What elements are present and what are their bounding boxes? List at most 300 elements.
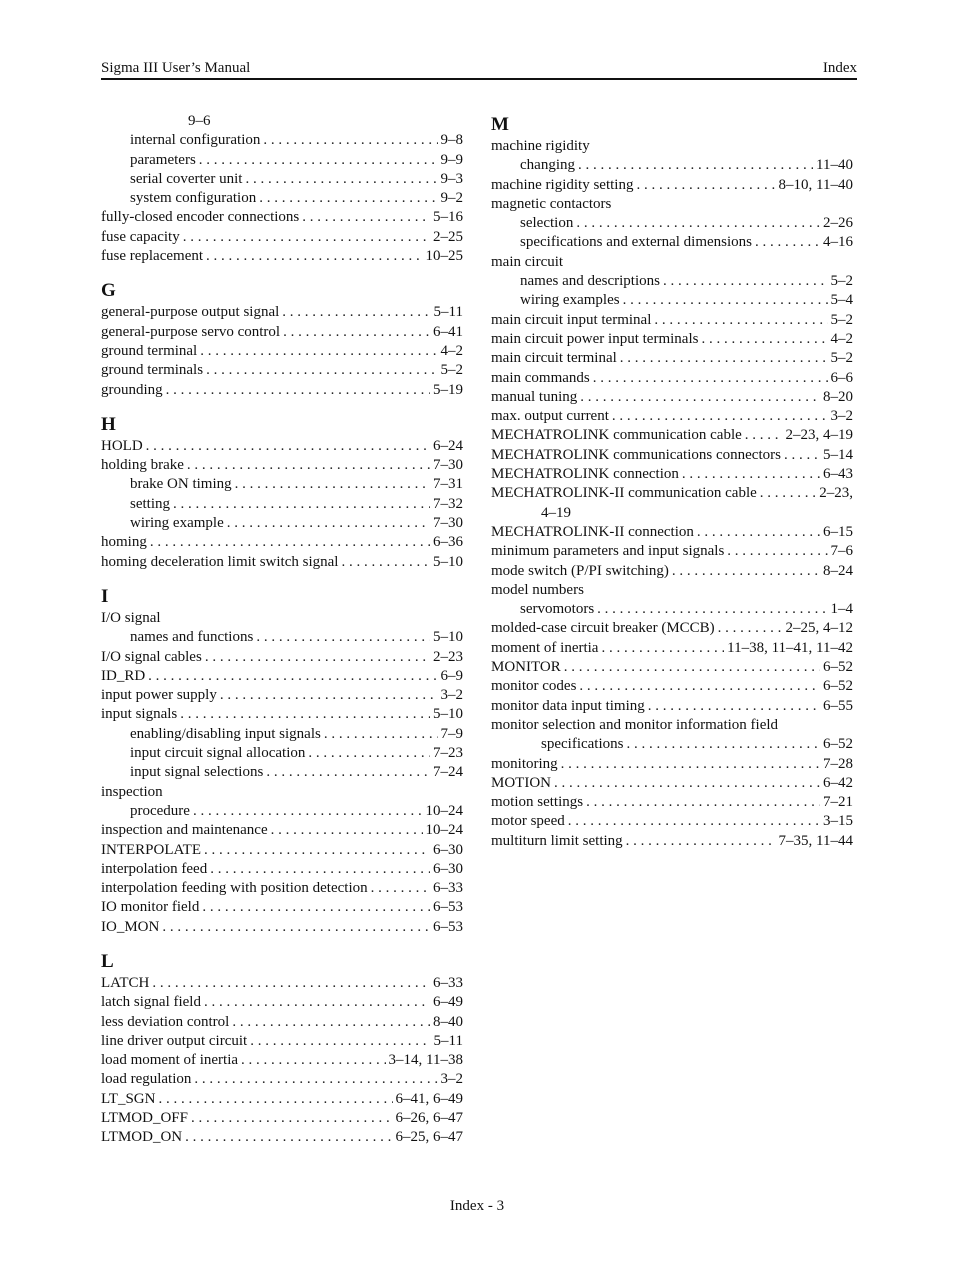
index-entry <box>491 311 853 330</box>
dot-leader <box>568 812 820 831</box>
dot-leader <box>580 388 820 407</box>
index-term: fully-closed encoder connections <box>101 209 300 226</box>
dot-leader <box>324 725 438 744</box>
page-reference: 6–33 <box>433 880 463 897</box>
dot-leader <box>718 619 783 638</box>
index-entry <box>491 812 853 831</box>
dot-leader <box>180 705 430 724</box>
index-term: monitor data input timing <box>491 697 645 714</box>
dot-leader <box>235 475 430 494</box>
index-entry <box>101 860 463 879</box>
dot-leader <box>204 841 430 860</box>
page-reference: 7–6 <box>830 543 853 560</box>
page-reference: 6–26, 6–47 <box>395 1110 463 1127</box>
dot-leader <box>579 677 820 696</box>
dot-leader <box>745 426 783 445</box>
section-letter: G <box>101 280 116 302</box>
dot-leader <box>220 686 438 705</box>
page-reference: 10–24 <box>425 802 463 819</box>
index-subentry <box>491 600 853 619</box>
index-term: wiring examples <box>520 292 620 309</box>
page-reference: 3–2 <box>440 1071 463 1088</box>
index-term: MONITOR <box>491 659 561 676</box>
index-entry <box>101 342 463 361</box>
dot-leader <box>185 1128 392 1147</box>
index-term: fuse replacement <box>101 248 204 265</box>
index-entry <box>101 821 463 840</box>
index-entry <box>101 898 463 917</box>
index-entry <box>491 407 853 426</box>
index-subentry <box>491 272 853 291</box>
header-rule <box>101 78 857 80</box>
index-entry <box>101 1070 463 1089</box>
index-term: ground terminals <box>101 362 204 379</box>
index-subentry <box>101 189 463 208</box>
index-term: specifications and external dimensions <box>520 234 753 251</box>
dot-leader <box>755 233 820 252</box>
index-term: INTERPOLATE <box>101 841 201 858</box>
page-reference: 3–2 <box>830 408 853 425</box>
index-entry <box>491 349 853 368</box>
index-term: serial coverter unit <box>130 170 243 187</box>
page-reference: 6–30 <box>433 841 463 858</box>
page-reference: 6–53 <box>433 899 463 916</box>
index-entry <box>101 1090 463 1109</box>
page-reference: 6–41 <box>433 323 463 340</box>
index-term: max. output current <box>491 408 609 425</box>
dot-leader <box>259 189 437 208</box>
page-reference: 2–25, 4–12 <box>785 620 853 637</box>
dot-leader <box>682 465 820 484</box>
index-term: general-purpose servo control <box>101 323 281 340</box>
dot-leader <box>586 793 820 812</box>
index-entry <box>101 918 463 937</box>
index-entry <box>101 974 463 993</box>
dot-leader <box>760 484 816 503</box>
index-entry <box>101 648 463 667</box>
dot-leader <box>626 832 776 851</box>
page-reference: 3–15 <box>823 813 853 830</box>
dot-leader <box>308 744 430 763</box>
dot-leader <box>561 755 820 774</box>
page-reference: 10–24 <box>425 822 463 839</box>
index-heading: machine rigidity <box>491 138 590 154</box>
dot-leader <box>302 208 430 227</box>
page-reference: 8–24 <box>823 562 853 579</box>
index-entry <box>101 667 463 686</box>
dot-leader <box>200 342 437 361</box>
index-term: IO_MON <box>101 918 160 935</box>
dot-leader <box>199 151 438 170</box>
page-reference: 6–52 <box>823 736 853 753</box>
index-term: mode switch (P/PI switching) <box>491 562 669 579</box>
index-term: minimum parameters and input signals <box>491 543 725 560</box>
page-reference: 5–10 <box>433 706 463 723</box>
index-term: input signals <box>101 706 178 723</box>
dot-leader <box>150 533 430 552</box>
index-term: grounding <box>101 381 163 398</box>
index-entry <box>491 484 853 503</box>
page-reference: 7–35, 11–44 <box>778 832 853 849</box>
index-term: internal configuration <box>130 132 261 149</box>
index-term: setting <box>130 495 170 512</box>
index-entry <box>101 456 463 475</box>
page-reference: 2–23, 4–19 <box>785 427 853 444</box>
index-subentry <box>491 291 853 310</box>
dot-leader <box>263 131 437 150</box>
page-reference: 9–9 <box>440 151 463 168</box>
page-reference: 5–16 <box>433 209 463 226</box>
index-entry <box>101 1109 463 1128</box>
index-term: interpolation feeding with position detection <box>101 880 368 897</box>
page-reference: 6–36 <box>433 534 463 551</box>
dot-leader <box>202 898 430 917</box>
dot-leader <box>371 879 430 898</box>
index-entry <box>101 879 463 898</box>
dot-leader <box>204 993 430 1012</box>
index-entry <box>491 388 853 407</box>
index-entry <box>101 323 463 342</box>
index-term: main commands <box>491 369 590 386</box>
index-heading: 4–19 <box>541 504 571 521</box>
page-reference: 8–40 <box>433 1013 463 1030</box>
index-subentry <box>491 735 853 754</box>
dot-leader <box>593 369 828 388</box>
index-term: holding brake <box>101 457 184 474</box>
page-reference: 5–11 <box>433 1032 463 1049</box>
index-term: main circuit terminal <box>491 350 617 367</box>
dot-leader <box>173 495 430 514</box>
index-subentry <box>491 156 853 175</box>
index-subentry <box>101 131 463 150</box>
page-reference: 6–33 <box>433 974 463 991</box>
index-term: enabling/disabling input signals <box>130 725 321 742</box>
index-term: LT_SGN <box>101 1090 156 1107</box>
section-title: Index <box>822 60 857 76</box>
dot-leader <box>654 311 827 330</box>
index-term: monitoring <box>491 755 558 772</box>
index-term: inspection and maintenance <box>101 822 268 839</box>
dot-leader <box>626 735 820 754</box>
dot-leader <box>146 437 430 456</box>
index-term: homing <box>101 534 147 551</box>
dot-leader <box>636 176 775 195</box>
page-reference: 5–11 <box>433 304 463 321</box>
index-heading: I/O signal <box>101 609 161 626</box>
index-term: load moment of inertia <box>101 1052 239 1069</box>
dot-leader <box>601 639 724 658</box>
dot-leader <box>166 381 430 400</box>
page-reference: 5–2 <box>830 311 853 328</box>
index-entry <box>491 832 853 851</box>
index-term: motor speed <box>491 813 565 830</box>
page-reference: 6–43 <box>823 466 853 483</box>
page-reference: 6–55 <box>823 697 853 714</box>
index-term: main circuit power input terminals <box>491 330 699 347</box>
page-reference: 5–19 <box>433 381 463 398</box>
index-heading: inspection <box>101 783 163 800</box>
index-entry <box>101 1013 463 1032</box>
index-entry <box>101 1051 463 1070</box>
dot-leader <box>648 697 820 716</box>
index-term: molded-case circuit breaker (MCCB) <box>491 620 715 637</box>
index-subentry <box>101 802 463 821</box>
index-subentry <box>491 214 853 233</box>
page-reference: 8–10, 11–40 <box>778 176 853 193</box>
dot-leader <box>193 802 423 821</box>
page-reference: 5–2 <box>830 350 853 367</box>
dot-leader <box>205 648 430 667</box>
index-term: monitor codes <box>491 678 577 695</box>
section-letter: M <box>491 114 509 135</box>
index-entry <box>101 553 463 572</box>
index-term: LTMOD_ON <box>101 1129 183 1146</box>
page-reference: 5–2 <box>440 362 463 379</box>
page-reference: 1–4 <box>830 601 853 618</box>
index-entry <box>491 619 853 638</box>
page-reference: 2–26 <box>823 215 853 232</box>
index-term: MECHATROLINK communication cable <box>491 427 742 444</box>
index-heading: magnetic contactors <box>491 195 612 212</box>
dot-leader <box>191 1109 393 1128</box>
index-subentry <box>101 628 463 647</box>
index-entry <box>101 208 463 227</box>
index-entry <box>101 841 463 860</box>
index-term: LATCH <box>101 974 150 991</box>
index-term: changing <box>520 157 575 174</box>
index-entry <box>101 686 463 705</box>
index-heading: 9–6 <box>188 113 211 129</box>
index-term: ground terminal <box>101 342 198 359</box>
index-entry <box>491 176 853 195</box>
index-term: input signal selections <box>130 764 264 781</box>
index-heading: main circuit <box>491 253 564 270</box>
index-entry <box>491 697 853 716</box>
dot-leader <box>564 658 820 677</box>
section-letter: H <box>101 413 116 435</box>
index-entry <box>491 465 853 484</box>
index-term: MECHATROLINK communications connectors <box>491 446 781 463</box>
page-reference: 6–52 <box>823 659 853 676</box>
index-entry <box>101 228 463 247</box>
page-reference: 7–9 <box>440 725 463 742</box>
index-term: input power supply <box>101 687 217 704</box>
index-heading: model numbers <box>491 581 584 598</box>
index-entry <box>101 993 463 1012</box>
index-column-right <box>491 114 853 851</box>
index-term: multiturn limit setting <box>491 832 623 849</box>
page-reference: 6–52 <box>823 678 853 695</box>
dot-leader <box>266 763 430 782</box>
page-reference: 11–38, 11–41, 11–42 <box>727 639 853 656</box>
index-entry <box>491 330 853 349</box>
dot-leader <box>152 974 430 993</box>
index-entry <box>101 437 463 456</box>
index-entry <box>491 755 853 774</box>
page-reference: 7–30 <box>433 515 463 532</box>
index-entry <box>491 562 853 581</box>
page-reference: 3–2 <box>440 687 463 704</box>
page-reference: 6–15 <box>823 523 853 540</box>
page-reference: 4–2 <box>440 342 463 359</box>
index-term: LTMOD_OFF <box>101 1110 188 1127</box>
dot-leader <box>282 303 430 322</box>
page-reference: 8–20 <box>823 388 853 405</box>
index-term: selection <box>520 215 574 232</box>
index-entry <box>491 369 853 388</box>
page-reference: 10–25 <box>425 248 463 265</box>
index-term: servomotors <box>520 601 595 618</box>
index-subentry <box>101 744 463 763</box>
index-entry <box>491 774 853 793</box>
page-reference: 5–4 <box>830 292 853 309</box>
index-term: parameters <box>130 151 196 168</box>
page-number: Index - 3 <box>449 1198 505 1214</box>
index-term: wiring example <box>130 515 224 532</box>
index-term: less deviation control <box>101 1013 230 1030</box>
dot-leader <box>623 291 828 310</box>
dot-leader <box>210 860 430 879</box>
page-reference: 6–24 <box>433 437 463 454</box>
index-term: motion settings <box>491 794 584 811</box>
dot-leader <box>148 667 437 686</box>
running-header <box>101 55 857 77</box>
index-entry <box>101 533 463 552</box>
dot-leader <box>227 514 430 533</box>
index-subentry <box>101 725 463 744</box>
index-entry <box>491 639 853 658</box>
dot-leader <box>158 1090 392 1109</box>
page-reference: 3–14, 11–38 <box>388 1052 463 1069</box>
dot-leader <box>187 456 430 475</box>
dot-leader <box>620 349 828 368</box>
dot-leader <box>283 323 430 342</box>
dot-leader <box>271 821 423 840</box>
page-reference: 2–25 <box>433 228 463 245</box>
index-term: input circuit signal allocation <box>130 745 306 762</box>
page-reference: 6–30 <box>433 860 463 877</box>
page-reference: 2–23, <box>819 485 853 502</box>
dot-leader <box>206 247 422 266</box>
dot-leader <box>727 542 827 561</box>
page-reference: 5–14 <box>823 446 853 463</box>
page-reference: 6–25, 6–47 <box>395 1129 463 1146</box>
dot-leader <box>612 407 828 426</box>
index-entry <box>101 381 463 400</box>
index-term: fuse capacity <box>101 228 180 245</box>
index-term: brake ON timing <box>130 476 232 493</box>
index-term: machine rigidity setting <box>491 176 634 193</box>
page-reference: 11–40 <box>816 157 853 174</box>
index-term: IO monitor field <box>101 899 200 916</box>
page-reference: 5–10 <box>433 629 463 646</box>
index-entry <box>101 303 463 322</box>
index-term: specifications <box>541 736 624 753</box>
page-reference: 6–42 <box>823 774 853 791</box>
index-term: system configuration <box>130 190 257 207</box>
index-term: manual tuning <box>491 388 578 405</box>
index-entry <box>491 446 853 465</box>
index-term: procedure <box>130 802 190 819</box>
index-term: names and descriptions <box>520 273 660 290</box>
dot-leader <box>578 156 813 175</box>
page-reference: 7–23 <box>433 745 463 762</box>
index-entry <box>101 705 463 724</box>
page-reference: 7–30 <box>433 457 463 474</box>
dot-leader <box>183 228 430 247</box>
index-subentry <box>101 170 463 189</box>
dot-leader <box>697 523 820 542</box>
index-entry <box>491 523 853 542</box>
dot-leader <box>245 170 437 189</box>
page-reference: 9–2 <box>440 190 463 207</box>
page-reference: 5–2 <box>830 273 853 290</box>
index-entry <box>491 542 853 561</box>
index-term: general-purpose output signal <box>101 304 280 321</box>
page-reference: 7–21 <box>823 794 853 811</box>
page-reference: 6–6 <box>830 369 853 386</box>
page-reference: 5–10 <box>433 553 463 570</box>
dot-leader <box>256 628 430 647</box>
dot-leader <box>250 1032 430 1051</box>
index-subentry <box>101 151 463 170</box>
page-reference: 7–24 <box>433 764 463 781</box>
dot-leader <box>232 1013 430 1032</box>
dot-leader <box>241 1051 386 1070</box>
manual-title: Sigma III User’s Manual <box>101 60 251 76</box>
index-term: line driver output circuit <box>101 1032 248 1049</box>
page-reference: 6–41, 6–49 <box>395 1090 463 1107</box>
index-entry <box>101 361 463 380</box>
index-term: ID_RD <box>101 667 146 684</box>
index-term: MOTION <box>491 774 551 791</box>
index-term: main circuit input terminal <box>491 311 652 328</box>
page-reference: 7–28 <box>823 755 853 772</box>
index-term: load regulation <box>101 1071 192 1088</box>
dot-leader <box>663 272 828 291</box>
index-subentry <box>101 495 463 514</box>
index-term: MECHATROLINK-II connection <box>491 523 694 540</box>
dot-leader <box>784 446 820 465</box>
dot-leader <box>162 918 430 937</box>
dot-leader <box>672 562 820 581</box>
index-term: moment of inertia <box>491 639 599 656</box>
index-entry <box>491 677 853 696</box>
index-term: homing deceleration limit switch signal <box>101 553 339 570</box>
index-term: latch signal field <box>101 994 201 1011</box>
dot-leader <box>194 1070 437 1089</box>
index-subentry <box>101 514 463 533</box>
page-reference: 6–53 <box>433 918 463 935</box>
dot-leader <box>206 361 437 380</box>
index-entry <box>491 426 853 445</box>
dot-leader <box>554 774 820 793</box>
dot-leader <box>597 600 827 619</box>
index-term: interpolation feed <box>101 860 208 877</box>
page-reference: 4–16 <box>823 234 853 251</box>
page-reference: 4–2 <box>830 330 853 347</box>
index-subentry <box>101 763 463 782</box>
index-term: I/O signal cables <box>101 648 202 665</box>
index-entry <box>491 793 853 812</box>
dot-leader <box>341 553 430 572</box>
section-letter: I <box>101 585 109 607</box>
index-entry <box>491 658 853 677</box>
index-entry <box>101 247 463 266</box>
index-term: names and functions <box>130 629 254 646</box>
index-subentry <box>491 233 853 252</box>
index-heading: monitor selection and monitor information field <box>491 716 779 733</box>
